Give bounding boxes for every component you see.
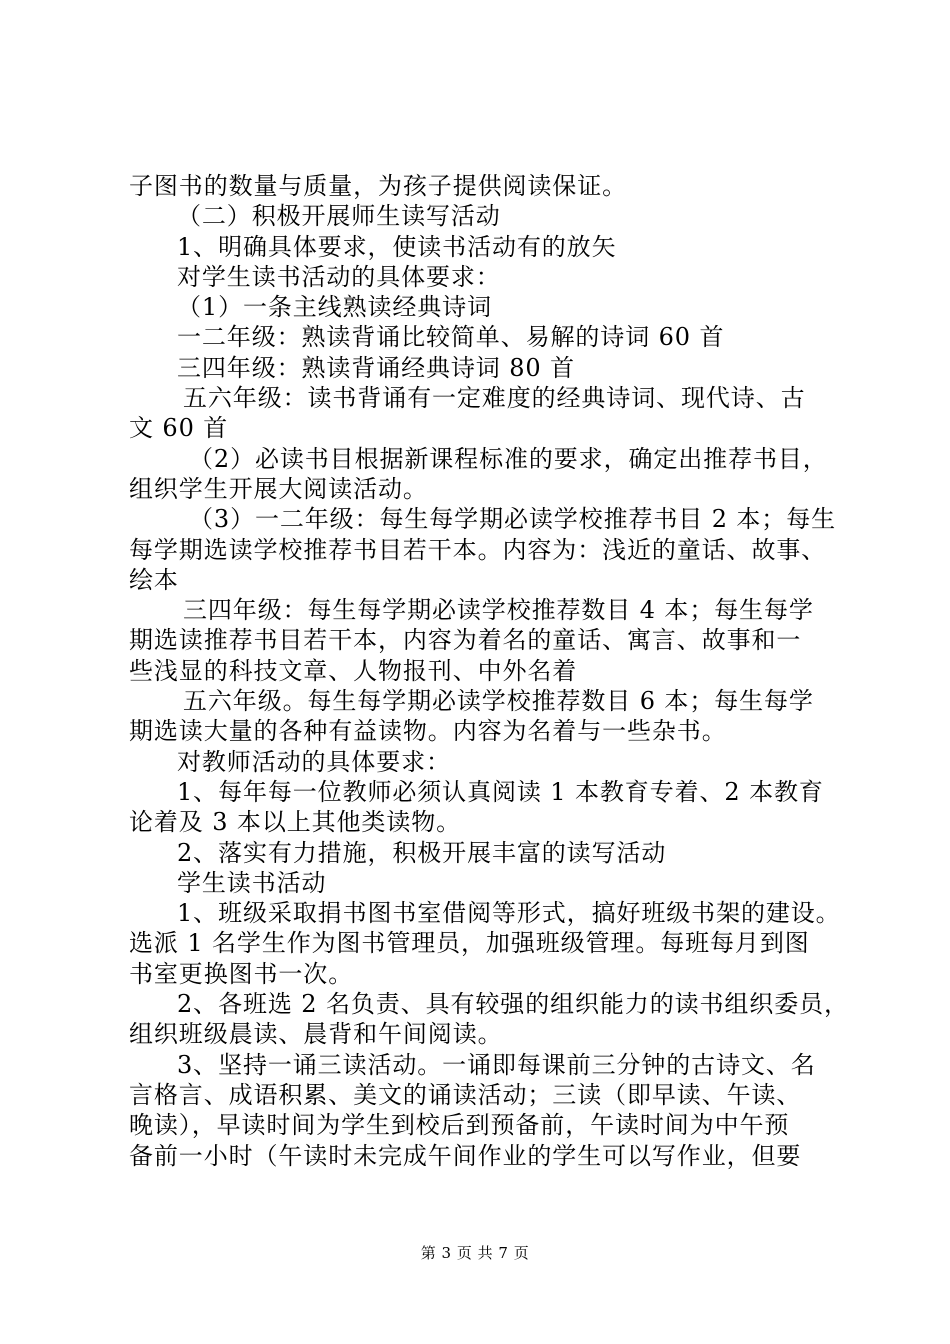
text-line: （2）必读书目根据新课程标准的要求，确定出推荐书目，: [189, 444, 828, 473]
text-line: 学生读书活动: [177, 868, 327, 897]
text-line: 1、每年每一位教师必须认真阅读 1 本教育专着、2 本教育: [177, 777, 824, 806]
text-line: 组织班级晨读、晨背和午间阅读。: [129, 1020, 503, 1049]
text-line: 备前一小时（午读时未完成午间作业的学生可以写作业，但要: [129, 1141, 802, 1170]
text-line: 期选读大量的各种有益读物。内容为名着与一些杂书。: [129, 717, 727, 746]
text-line: 文 60 首: [129, 414, 229, 443]
document-body: [129, 171, 849, 1171]
page-number-label: 第 3 页 共 7 页: [420, 1244, 530, 1262]
text-line: 些浅显的科技文章、人物报刊、中外名着: [129, 656, 578, 685]
text-line: 选派 1 名学生作为图书管理员，加强班级管理。每班每月到图: [129, 929, 810, 958]
text-line: 2、各班选 2 名负责、具有较强的组织能力的读书组织委员，: [177, 990, 849, 1019]
text-line: 1、明确具体要求，使读书活动有的放矢: [177, 232, 617, 261]
text-line: 组织学生开展大阅读活动。: [129, 474, 428, 503]
text-line: 三四年级：每生每学期必读学校推荐数目 4 本；每生每学: [183, 596, 814, 625]
text-line: 论着及 3 本以上其他类读物。: [129, 808, 462, 837]
text-line: 期选读推荐书目若干本，内容为着名的童话、寓言、故事和一: [129, 626, 802, 655]
text-line: 3、坚持一诵三读活动。一诵即每课前三分钟的古诗文、名: [177, 1050, 816, 1079]
text-line: 子图书的数量与质量，为孩子提供阅读保证。: [129, 172, 627, 200]
text-line: 五六年级。每生每学期必读学校推荐数目 6 本；每生每学: [183, 687, 814, 716]
text-line: 言格言、成语积累、美文的诵读活动；三读（即早读、午读、: [129, 1080, 802, 1109]
text-line: 书室更换图书一次。: [129, 959, 354, 988]
page-footer: [0, 1243, 950, 1263]
text-line: 五六年级：读书背诵有一定难度的经典诗词、现代诗、古: [183, 384, 806, 413]
text-line: （3）一二年级：每生每学期必读学校推荐书目 2 本；每生: [189, 505, 836, 534]
text-line: 一二年级：熟读背诵比较简单、易解的诗词 60 首: [177, 323, 725, 352]
text-line: 对学生读书活动的具体要求：: [177, 262, 501, 291]
text-line: （二）积极开展师生读写活动: [177, 202, 501, 231]
text-line: 对教师活动的具体要求：: [177, 747, 451, 776]
text-line: 晚读），早读时间为学生到校后到预备前，午读时间为中午预: [129, 1111, 790, 1140]
text-line: 2、落实有力措施，积极开展丰富的读写活动: [177, 838, 667, 867]
text-line: 每学期选读学校推荐书目若干本。内容为：浅近的童话、故事、: [129, 535, 827, 564]
text-line: （1）一条主线熟读经典诗词: [177, 293, 492, 322]
text-line: 绘本: [129, 565, 179, 594]
text-line: 1、班级采取捐书图书室借阅等形式，搞好班级书架的建设。: [177, 899, 841, 928]
text-line: 三四年级：熟读背诵经典诗词 80 首: [177, 353, 575, 382]
